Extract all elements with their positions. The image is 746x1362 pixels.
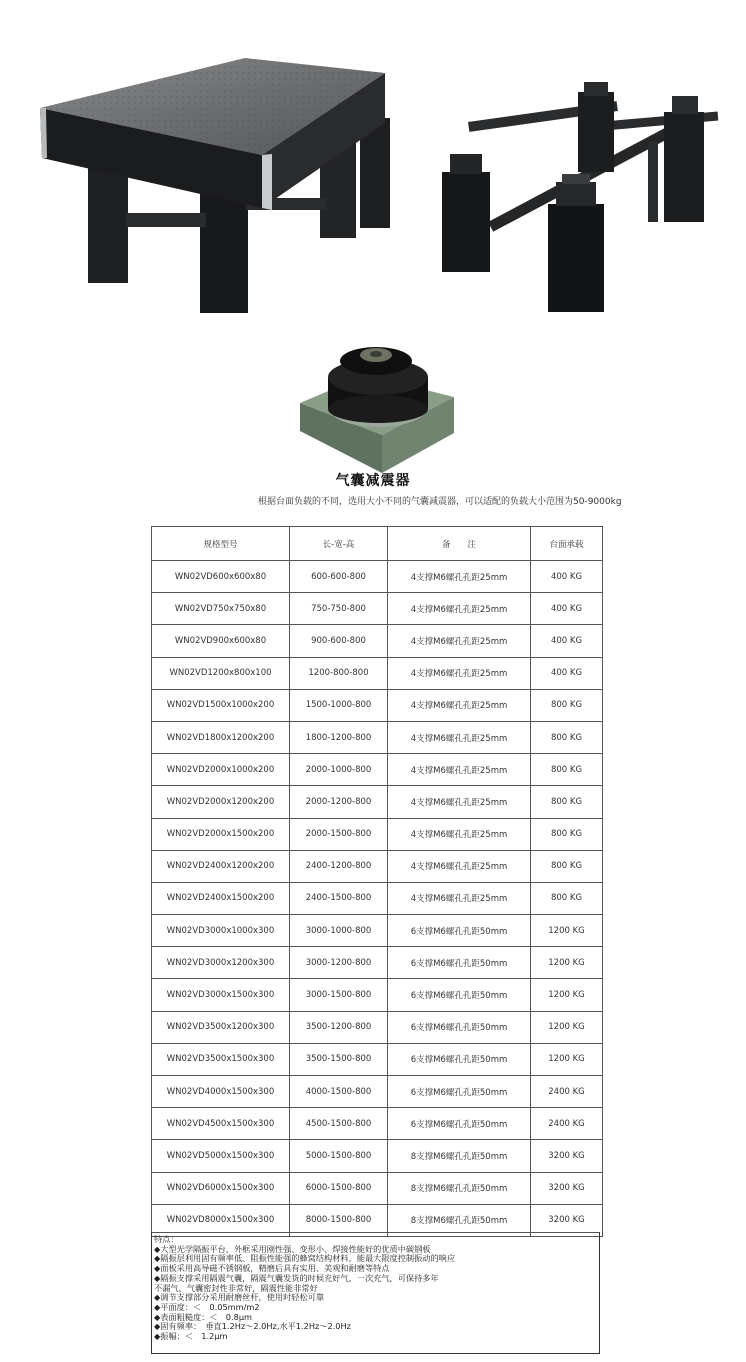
cell-model: WN02VD600x600x80: [152, 561, 290, 593]
cell-dimensions: 1500-1000-800: [290, 689, 388, 721]
cell-model: WN02VD900x600x80: [152, 625, 290, 657]
notes-line: ◆表面粗糙度：＜ 0.8μm: [154, 1312, 253, 1322]
table-row: [152, 1076, 603, 1108]
cell-remarks: 6支撑M6螺孔孔距50mm: [388, 979, 531, 1011]
notes-line: ◆大型光学隔振平台，外框采用刚性强、变形小、焊接性能好的优质中碳钢板: [154, 1244, 431, 1254]
cell-dimensions: 4500-1500-800: [290, 1108, 388, 1140]
spec-table: [151, 526, 603, 1237]
cell-load: 400 KG: [531, 561, 603, 593]
cell-remarks: 4支撑M6螺孔孔距25mm: [388, 593, 531, 625]
cell-model: WN02VD2000x1000x200: [152, 754, 290, 786]
notes-line: ◆面板采用高导磁不锈钢板，精磨后具有实用、美观和耐磨等特点: [154, 1264, 390, 1274]
cell-remarks: 4支撑M6螺孔孔距25mm: [388, 818, 531, 850]
air-spring-mount-image: [296, 335, 458, 475]
cell-dimensions: 3500-1500-800: [290, 1043, 388, 1075]
table-row: [152, 1043, 603, 1075]
caption-subtitle: 根据台面负载的不同，选用大小不同的气囊减震器，可以适配的负载大小范围为50-9000kg: [258, 497, 622, 507]
cell-model: WN02VD8000x1500x300: [152, 1204, 290, 1236]
cell-dimensions: 8000-1500-800: [290, 1204, 388, 1236]
cell-model: WN02VD5000x1500x300: [152, 1140, 290, 1172]
table-row: [152, 850, 603, 882]
cell-dimensions: 3000-1200-800: [290, 947, 388, 979]
table-row: [152, 786, 603, 818]
cell-dimensions: 900-600-800: [290, 625, 388, 657]
cell-load: 400 KG: [531, 593, 603, 625]
table-row: [152, 979, 603, 1011]
cell-dimensions: 3500-1200-800: [290, 1011, 388, 1043]
cell-remarks: 4支撑M6螺孔孔距25mm: [388, 657, 531, 689]
cell-dimensions: 2000-1500-800: [290, 818, 388, 850]
table-row: [152, 1140, 603, 1172]
cell-load: 800 KG: [531, 818, 603, 850]
cell-model: WN02VD3000x1000x300: [152, 915, 290, 947]
table-row: [152, 593, 603, 625]
cell-model: WN02VD4500x1500x300: [152, 1108, 290, 1140]
cell-load: 800 KG: [531, 689, 603, 721]
cell-remarks: 4支撑M6螺孔孔距25mm: [388, 625, 531, 657]
cell-load: 800 KG: [531, 850, 603, 882]
cell-remarks: 6支撑M6螺孔孔距50mm: [388, 915, 531, 947]
cell-model: WN02VD750x750x80: [152, 593, 290, 625]
cell-model: WN02VD1800x1200x200: [152, 721, 290, 753]
cell-dimensions: 3000-1500-800: [290, 979, 388, 1011]
support-frame-image: [428, 82, 723, 322]
cell-remarks: 6支撑M6螺孔孔距50mm: [388, 1043, 531, 1075]
cell-load: 800 KG: [531, 754, 603, 786]
cell-load: 3200 KG: [531, 1172, 603, 1204]
cell-model: WN02VD4000x1500x300: [152, 1076, 290, 1108]
cell-load: 1200 KG: [531, 979, 603, 1011]
cell-dimensions: 2400-1200-800: [290, 850, 388, 882]
cell-load: 800 KG: [531, 882, 603, 914]
cell-load: 400 KG: [531, 657, 603, 689]
table-row: [152, 1172, 603, 1204]
table-row: [152, 1011, 603, 1043]
cell-remarks: 6支撑M6螺孔孔距50mm: [388, 1108, 531, 1140]
table-row: [152, 657, 603, 689]
cell-remarks: 4支撑M6螺孔孔距25mm: [388, 754, 531, 786]
table-row: [152, 947, 603, 979]
notes-line: ◆固有频率： 垂直1.2Hz～2.0Hz,水平1.2Hz～2.0Hz: [154, 1322, 351, 1332]
cell-model: WN02VD6000x1500x300: [152, 1172, 290, 1204]
cell-dimensions: 5000-1500-800: [290, 1140, 388, 1172]
cell-remarks: 6支撑M6螺孔孔距50mm: [388, 1011, 531, 1043]
notes-line: ◆平面度：＜ 0.05mm/m2: [154, 1302, 260, 1312]
cell-load: 1200 KG: [531, 947, 603, 979]
table-row: [152, 721, 603, 753]
cell-model: WN02VD3000x1200x300: [152, 947, 290, 979]
cell-remarks: 8支撑M6螺孔孔距50mm: [388, 1140, 531, 1172]
cell-load: 3200 KG: [531, 1204, 603, 1236]
cell-dimensions: 2000-1200-800: [290, 786, 388, 818]
cell-dimensions: 3000-1000-800: [290, 915, 388, 947]
notes-line: ◆振幅：＜ 1.2μm: [154, 1332, 228, 1342]
cell-load: 1200 KG: [531, 915, 603, 947]
cell-load: 2400 KG: [531, 1076, 603, 1108]
cell-model: WN02VD2400x1200x200: [152, 850, 290, 882]
caption-title: 气囊减震器: [335, 473, 411, 489]
cell-remarks: 4支撑M6螺孔孔距25mm: [388, 689, 531, 721]
cell-dimensions: 6000-1500-800: [290, 1172, 388, 1204]
cell-remarks: 6支撑M6螺孔孔距50mm: [388, 1076, 531, 1108]
notes-line: ◆调节支撑部分采用耐磨丝杆，使用时轻松可靠: [154, 1293, 325, 1303]
header-remarks: 备 注: [388, 527, 531, 561]
cell-dimensions: 2400-1500-800: [290, 882, 388, 914]
header-dimensions: 长-宽-高: [290, 527, 388, 561]
table-header-row: [152, 527, 603, 561]
features-notes: [151, 1232, 600, 1354]
table-row: [152, 915, 603, 947]
cell-remarks: 4支撑M6螺孔孔距25mm: [388, 786, 531, 818]
cell-model: WN02VD1200x800x100: [152, 657, 290, 689]
notes-line: 不漏气，气囊密封性非常好，隔震性能非常好: [154, 1283, 318, 1293]
cell-dimensions: 1800-1200-800: [290, 721, 388, 753]
cell-load: 2400 KG: [531, 1108, 603, 1140]
cell-remarks: 4支撑M6螺孔孔距25mm: [388, 721, 531, 753]
cell-dimensions: 600-600-800: [290, 561, 388, 593]
table-row: [152, 561, 603, 593]
cell-remarks: 4支撑M6螺孔孔距25mm: [388, 850, 531, 882]
cell-dimensions: 1200-800-800: [290, 657, 388, 689]
cell-load: 1200 KG: [531, 1011, 603, 1043]
notes-heading: 特点：: [154, 1235, 179, 1244]
table-row: [152, 818, 603, 850]
cell-dimensions: 4000-1500-800: [290, 1076, 388, 1108]
notes-line: ◆隔振层利用固有频率低、阻振性能强的蜂窝结构材料，能最大限度控制振动的响应: [154, 1254, 456, 1264]
optical-table-image: [30, 28, 420, 338]
cell-load: 1200 KG: [531, 1043, 603, 1075]
cell-model: WN02VD2000x1200x200: [152, 786, 290, 818]
cell-model: WN02VD3500x1200x300: [152, 1011, 290, 1043]
cell-remarks: 6支撑M6螺孔孔距50mm: [388, 947, 531, 979]
table-row: [152, 754, 603, 786]
table-row: [152, 689, 603, 721]
table-row: [152, 1108, 603, 1140]
cell-load: 800 KG: [531, 786, 603, 818]
cell-dimensions: 750-750-800: [290, 593, 388, 625]
cell-load: 800 KG: [531, 721, 603, 753]
cell-model: WN02VD2000x1500x200: [152, 818, 290, 850]
cell-model: WN02VD3000x1500x300: [152, 979, 290, 1011]
cell-remarks: 4支撑M6螺孔孔距25mm: [388, 561, 531, 593]
cell-model: WN02VD1500x1000x200: [152, 689, 290, 721]
notes-line: ◆隔振支撑采用隔震气囊，隔震气囊发货的时候充好气，一次充气，可保持多年: [154, 1273, 439, 1283]
header-load: 台面承载: [531, 527, 603, 561]
cell-model: WN02VD3500x1500x300: [152, 1043, 290, 1075]
cell-load: 3200 KG: [531, 1140, 603, 1172]
table-row: [152, 882, 603, 914]
cell-dimensions: 2000-1000-800: [290, 754, 388, 786]
cell-load: 400 KG: [531, 625, 603, 657]
cell-model: WN02VD2400x1500x200: [152, 882, 290, 914]
header-model: 规格型号: [152, 527, 290, 561]
table-row: [152, 625, 603, 657]
cell-remarks: 8支撑M6螺孔孔距50mm: [388, 1204, 531, 1236]
cell-remarks: 4支撑M6螺孔孔距25mm: [388, 882, 531, 914]
cell-remarks: 8支撑M6螺孔孔距50mm: [388, 1172, 531, 1204]
